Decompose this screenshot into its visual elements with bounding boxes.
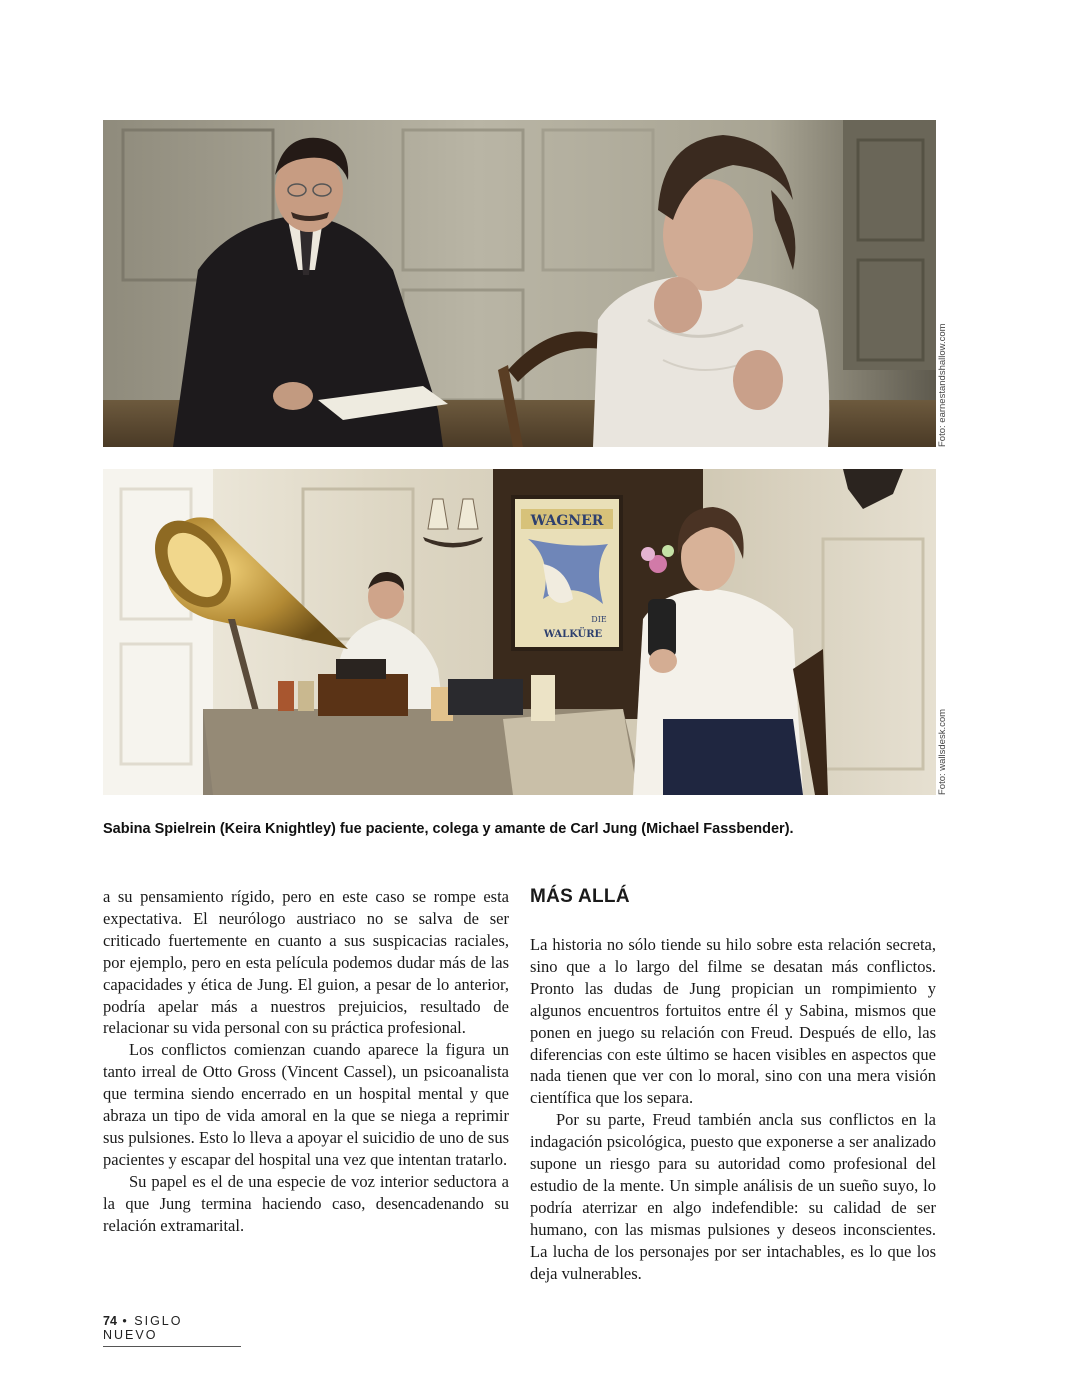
paragraph: a su pensamiento rígido, pero en este caso se rompe esta expectativa. El neurólogo austriaco no se salva de ser criticado fuertemente en cuanto a sus suspicacias raciales, por ejemplo, pero en esta película podemos dudar más de las capacidades y ética de Jung. El guion, a pesar de lo anterior, podría apelar más a nuestros prejuicios, resultado de relacionar su vida personal con su práctica profesional. [103,887,509,1038]
paragraph: Por su parte, Freud también ancla sus conflictos en la indagación psicológica, puesto que exponerse a ser analizado supone un riesgo para su autoridad como profesional del estudio de la mente. Un simple análisis de un sueño suyo, lo podría aterrizar en algo indefendible: su calidad de ser humano, con las mismas pulsiones y deseos inconscientes. La lucha de los personajes por ser intachables, es lo que los deja vulnerables. [530,1110,936,1283]
poster-title: WAGNER [530,513,604,529]
article-column-right [530,886,936,1285]
photo-illustration-1 [103,120,936,447]
article-column-left [103,886,509,1237]
publication-name: SIGLO NUEVO [103,1314,183,1342]
footer-separator: • [122,1314,129,1328]
paragraph: Los conflictos comienzan cuando aparece la figura un tanto irreal de Otto Gross (Vincent Cassel), un psicoanalista que termina siendo encerrado en un hospital mental y que abraza un tipo de vida amoral en la que se niega a reprimir sus pulsiones. Esto lo lleva a apoyar el suicidio de uno de sus pacientes y escapar del hospital una vez que intentan tratarlo. [103,1040,509,1169]
poster-subtitle-walkure: WALKÜRE [543,629,603,640]
page-footer [103,1314,241,1347]
page-number: 74 [103,1314,117,1328]
photo-gramophone-scene [103,469,936,795]
photo-illustration-2 [103,469,936,795]
paragraph: Su papel es el de una especie de voz interior seductora a la que Jung termina haciendo caso, desencadenando su relación extramarital. [103,1171,509,1235]
photo-credit-bottom: Foto: wallsdesk.com [937,708,948,795]
section-heading: MÁS ALLÁ [530,886,630,907]
photo-caption: Sabina Spielrein (Keira Knightley) fue paciente, colega y amante de Carl Jung (Michael Fassbender). [103,821,794,837]
photo-credit-top: Foto: earnestandshallow.com [937,323,948,447]
paragraph: La historia no sólo tiende su hilo sobre esta relación secreta, sino que a lo largo del filme se desatan más conflictos. Pronto las dudas de Jung propician un rompimiento y algunos encuentros fortuitos entre él y Sabina, mismos que ponen en juego su relación con Freud. Después de ello, las diferencias con este último se hacen visibles en aspectos que nada tienen que ver con lo moral, sino con una mera visión científica que los separa. [530,935,936,1108]
poster-subtitle-die: DIE [591,615,607,624]
photo-jung-and-sabina-session [103,120,936,447]
